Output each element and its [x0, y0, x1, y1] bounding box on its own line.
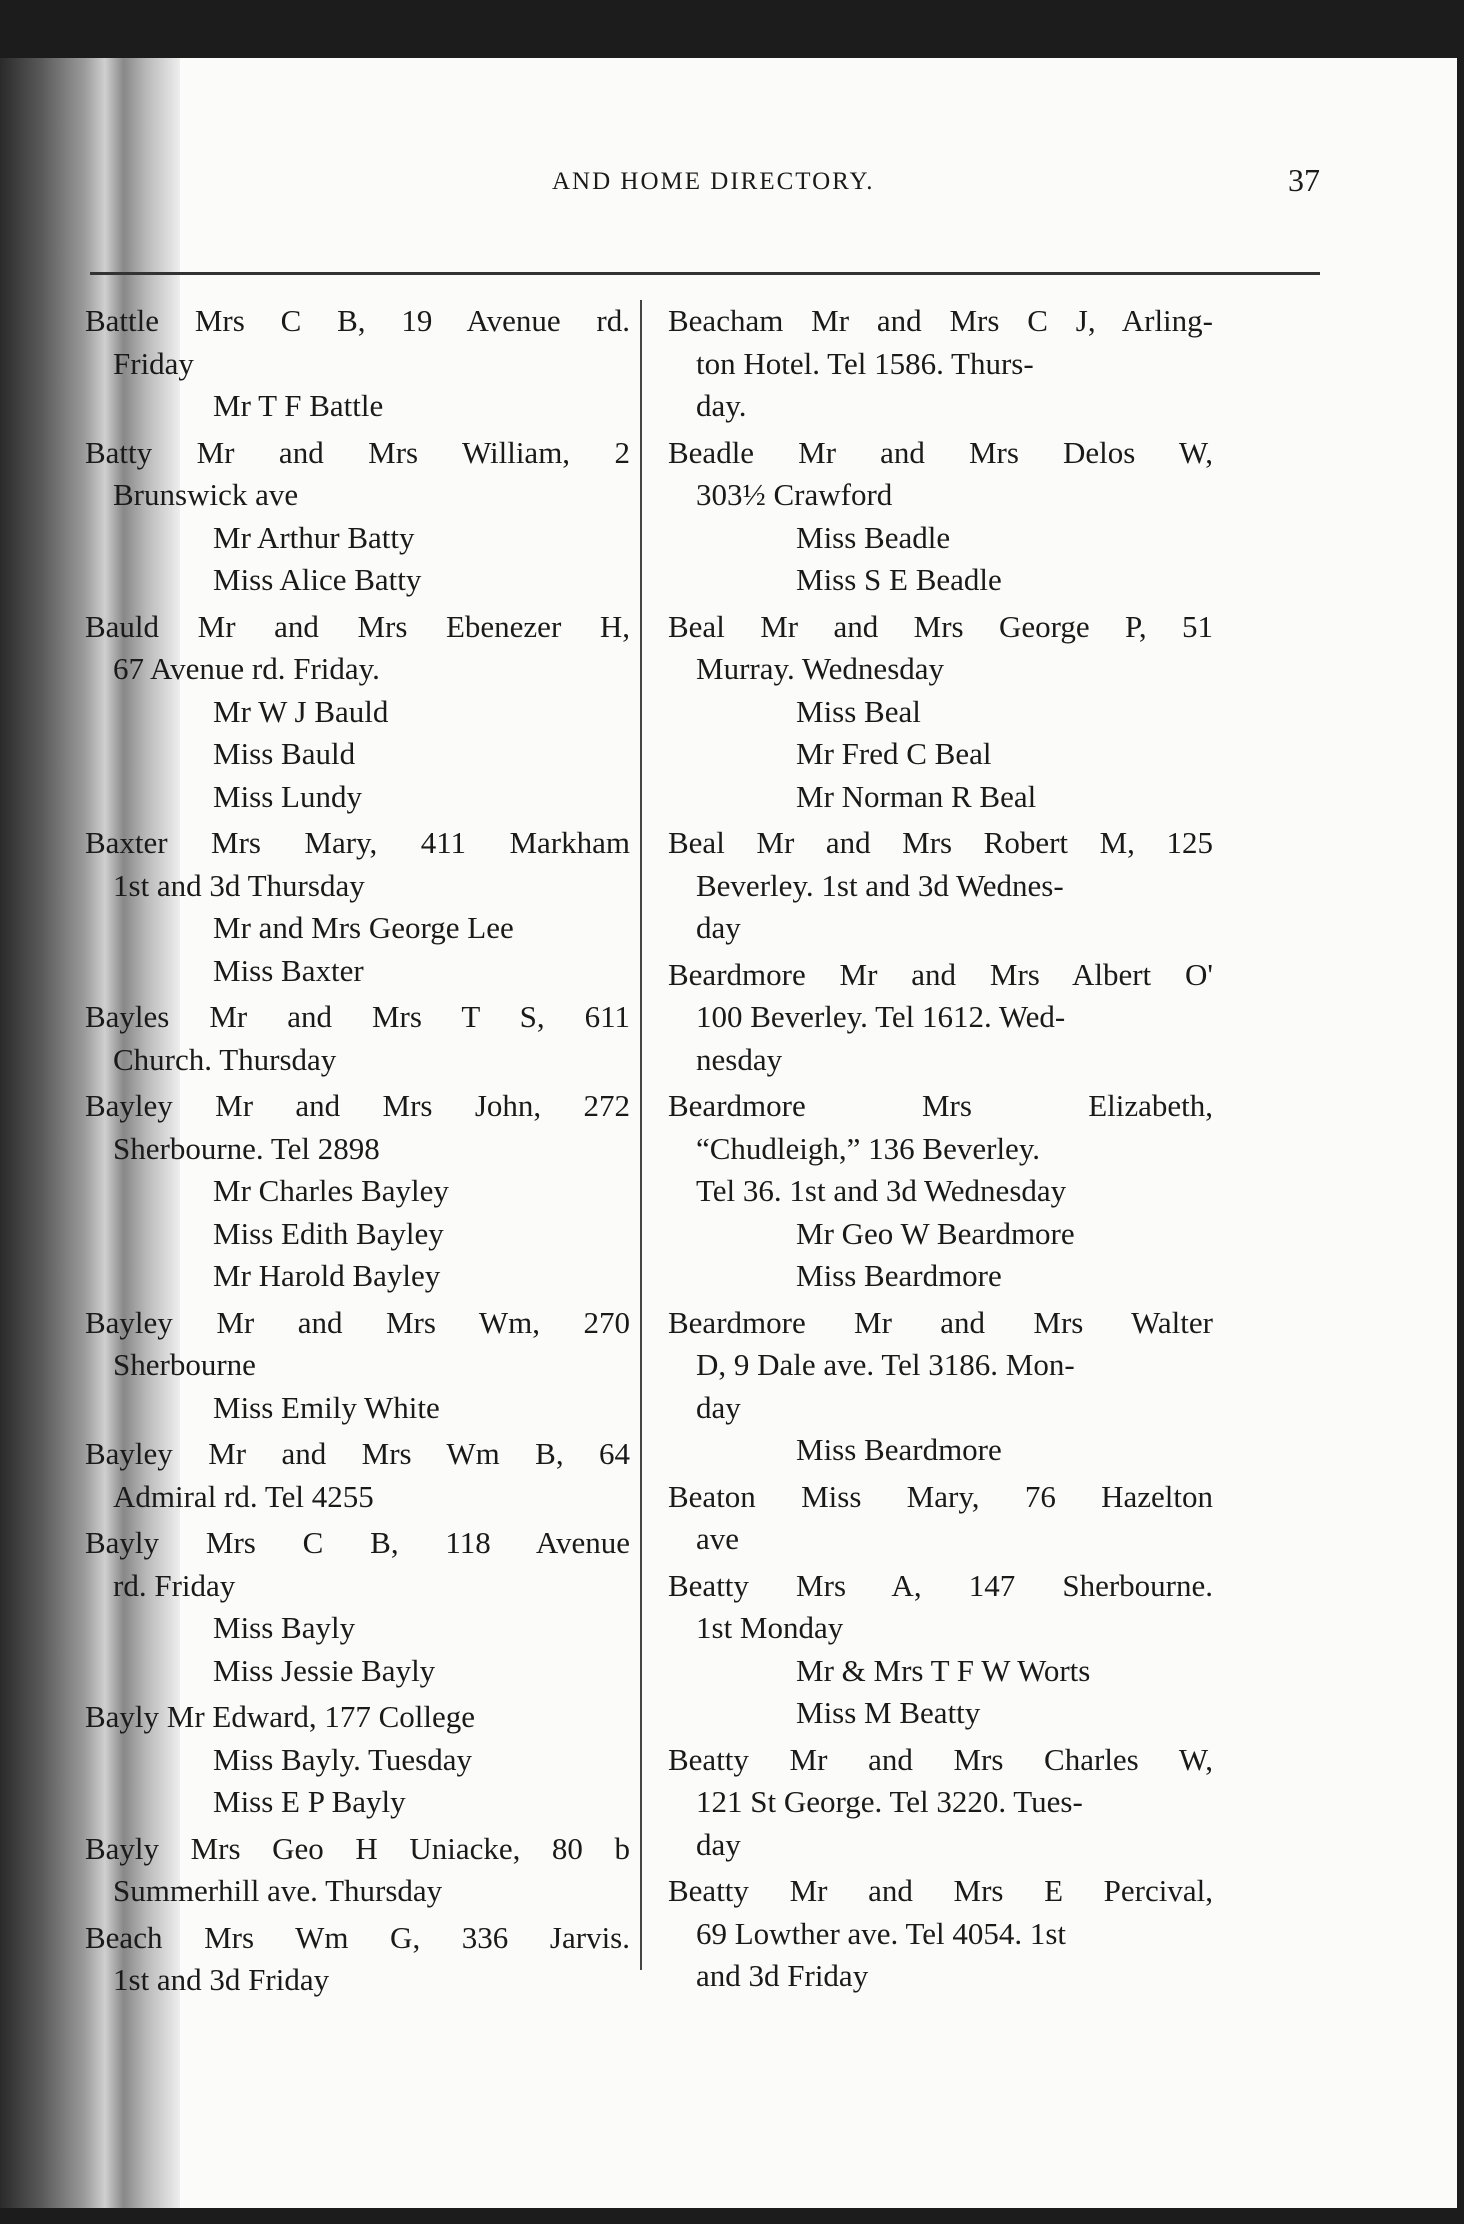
entry-heading: Beatty Mr and Mrs Charles W, [668, 1741, 1213, 1777]
entry-heading: Beal Mr and Mrs Robert M, 125 [668, 825, 1213, 860]
page-header [90, 162, 1320, 208]
household-member: Mr Harold Bayley [213, 1258, 441, 1293]
directory-entry [668, 822, 1213, 950]
household-member: Miss S E Beadle [796, 562, 1002, 597]
entry-continuation: nesday [696, 1041, 783, 1077]
entry-continuation: D, 9 Dale ave. Tel 3186. Mon- [696, 1347, 1075, 1382]
directory-entry [668, 1085, 1213, 1298]
entry-heading: Beaton Miss Mary, 76 Hazelton [668, 1478, 1213, 1514]
directory-entry [85, 1302, 630, 1430]
entry-heading: Bauld Mr and Mrs Ebenezer H, [85, 608, 630, 644]
directory-entry [85, 1696, 630, 1824]
entry-continuation: 69 Lowther ave. Tel 4054. 1st [696, 1915, 1067, 1951]
entry-heading: Beardmore Mr and Mrs Albert O' [668, 956, 1213, 992]
directory-entry [85, 1433, 630, 1518]
household-member: Miss E P Bayly [213, 1784, 406, 1819]
entry-heading: Beardmore Mrs Elizabeth, [668, 1088, 1213, 1123]
household-member: Miss Baxter [213, 952, 364, 988]
entry-continuation: and 3d Friday [696, 1958, 869, 1993]
directory-entry [668, 1476, 1213, 1561]
page-number: 37 [1288, 162, 1320, 198]
entry-continuation: 1st and 3d Friday [113, 1962, 330, 1997]
entry-continuation: 1st and 3d Thursday [113, 867, 365, 903]
entry-heading: Beal Mr and Mrs George P, 51 [668, 608, 1213, 644]
household-member: Miss Alice Batty [213, 562, 422, 597]
household-member: Miss Lundy [213, 778, 362, 814]
entry-continuation: Brunswick ave [113, 477, 299, 512]
entry-heading: Bayly Mr Edward, 177 College [85, 1699, 476, 1734]
directory-entry [85, 1917, 630, 2002]
household-member: Mr Fred C Beal [796, 736, 992, 771]
household-member: Miss Bayly [213, 1610, 356, 1645]
household-member: Mr T F Battle [213, 388, 384, 423]
entry-continuation: Murray. Wednesday [696, 651, 945, 686]
entry-continuation: Sherbourne [113, 1347, 256, 1382]
directory-entry [668, 432, 1213, 602]
entry-heading: Beadle Mr and Mrs Delos W, [668, 434, 1213, 470]
running-head: AND HOME DIRECTORY. [552, 168, 875, 195]
household-member: Miss Jessie Bayly [213, 1652, 436, 1688]
entry-heading: Beardmore Mr and Mrs Walter [668, 1304, 1213, 1340]
household-member: Mr W J Bauld [213, 693, 389, 729]
entry-continuation: ave [696, 1521, 740, 1556]
entry-continuation: “Chudleigh,” 136 Beverley. [696, 1130, 1041, 1166]
household-member: Miss Beardmore [796, 1258, 1002, 1293]
entry-continuation: 1st Monday [696, 1610, 844, 1645]
entry-heading: Bayly Mrs Geo H Uniacke, 80 b [85, 1830, 630, 1866]
entry-continuation: day [696, 1826, 741, 1862]
entry-heading: Beatty Mr and Mrs E Percival, [668, 1873, 1213, 1908]
household-member: Miss Bayly. Tuesday [213, 1741, 472, 1777]
left-column [85, 300, 630, 2006]
entry-heading: Bayles Mr and Mrs T S, 611 [85, 999, 630, 1034]
household-member: Mr Geo W Beardmore [796, 1215, 1075, 1251]
household-member: Miss Beal [796, 693, 921, 729]
directory-entry [85, 822, 630, 992]
entry-continuation: Summerhill ave. Thursday [113, 1873, 443, 1908]
directory-entry [85, 606, 630, 819]
household-member: Miss Bauld [213, 736, 356, 771]
entry-continuation: day [696, 910, 741, 945]
household-member: Mr Charles Bayley [213, 1173, 449, 1208]
entry-heading: Bayley Mr and Mrs Wm B, 64 [85, 1436, 630, 1471]
directory-entry [85, 432, 630, 602]
directory-entry [85, 996, 630, 1081]
household-member: Miss Beardmore [796, 1432, 1002, 1467]
directory-entry [668, 954, 1213, 1082]
directory-entry [85, 1522, 630, 1692]
entry-continuation: Beverley. 1st and 3d Wednes- [696, 867, 1064, 903]
household-member: Miss Emily White [213, 1389, 440, 1425]
entry-heading: Bayley Mr and Mrs Wm, 270 [85, 1304, 630, 1340]
entry-continuation: Friday [113, 345, 194, 381]
entry-heading: Beatty Mrs A, 147 Sherbourne. [668, 1567, 1213, 1603]
entry-continuation: Admiral rd. Tel 4255 [113, 1478, 374, 1514]
household-member: Mr & Mrs T F W Worts [796, 1652, 1091, 1688]
directory-entry [668, 606, 1213, 819]
entry-heading: Battle Mrs C B, 19 Avenue rd. [85, 303, 630, 338]
directory-entry [85, 300, 630, 428]
entry-heading: Beacham Mr and Mrs C J, Arling- [668, 303, 1213, 338]
directory-entry [668, 1739, 1213, 1867]
directory-entry [668, 300, 1213, 428]
directory-entry [85, 1085, 630, 1298]
header-rule [90, 272, 1320, 275]
entry-continuation: day. [696, 388, 747, 423]
entry-continuation: 67 Avenue rd. Friday. [113, 651, 380, 686]
right-column [668, 300, 1213, 2002]
entry-continuation: Tel 36. 1st and 3d Wednesday [696, 1173, 1067, 1208]
household-member: Miss M Beatty [796, 1695, 981, 1730]
entry-continuation: 121 St George. Tel 3220. Tues- [696, 1784, 1083, 1819]
entry-heading: Beach Mrs Wm G, 336 Jarvis. [85, 1919, 630, 1955]
directory-entry [85, 1828, 630, 1913]
household-member: Mr and Mrs George Lee [213, 910, 514, 945]
entry-continuation: ton Hotel. Tel 1586. Thurs- [696, 345, 1034, 381]
entry-heading: Baxter Mrs Mary, 411 Markham [85, 825, 630, 860]
entry-heading: Bayly Mrs C B, 118 Avenue [85, 1525, 630, 1560]
entry-heading: Bayley Mr and Mrs John, 272 [85, 1088, 630, 1123]
household-member: Mr Norman R Beal [796, 778, 1037, 814]
household-member: Mr Arthur Batty [213, 519, 415, 555]
entry-continuation: 100 Beverley. Tel 1612. Wed- [696, 999, 1066, 1034]
entry-continuation: 303½ Crawford [696, 477, 893, 512]
entry-continuation: Sherbourne. Tel 2898 [113, 1130, 380, 1166]
directory-entry [668, 1302, 1213, 1472]
entry-continuation: Church. Thursday [113, 1041, 337, 1077]
household-member: Miss Beadle [796, 519, 951, 555]
column-divider [640, 300, 642, 1970]
directory-entry [668, 1565, 1213, 1735]
entry-continuation: rd. Friday [113, 1567, 236, 1603]
directory-entry [668, 1870, 1213, 1998]
entry-heading: Batty Mr and Mrs William, 2 [85, 434, 630, 470]
entry-continuation: day [696, 1389, 741, 1425]
household-member: Miss Edith Bayley [213, 1215, 444, 1251]
